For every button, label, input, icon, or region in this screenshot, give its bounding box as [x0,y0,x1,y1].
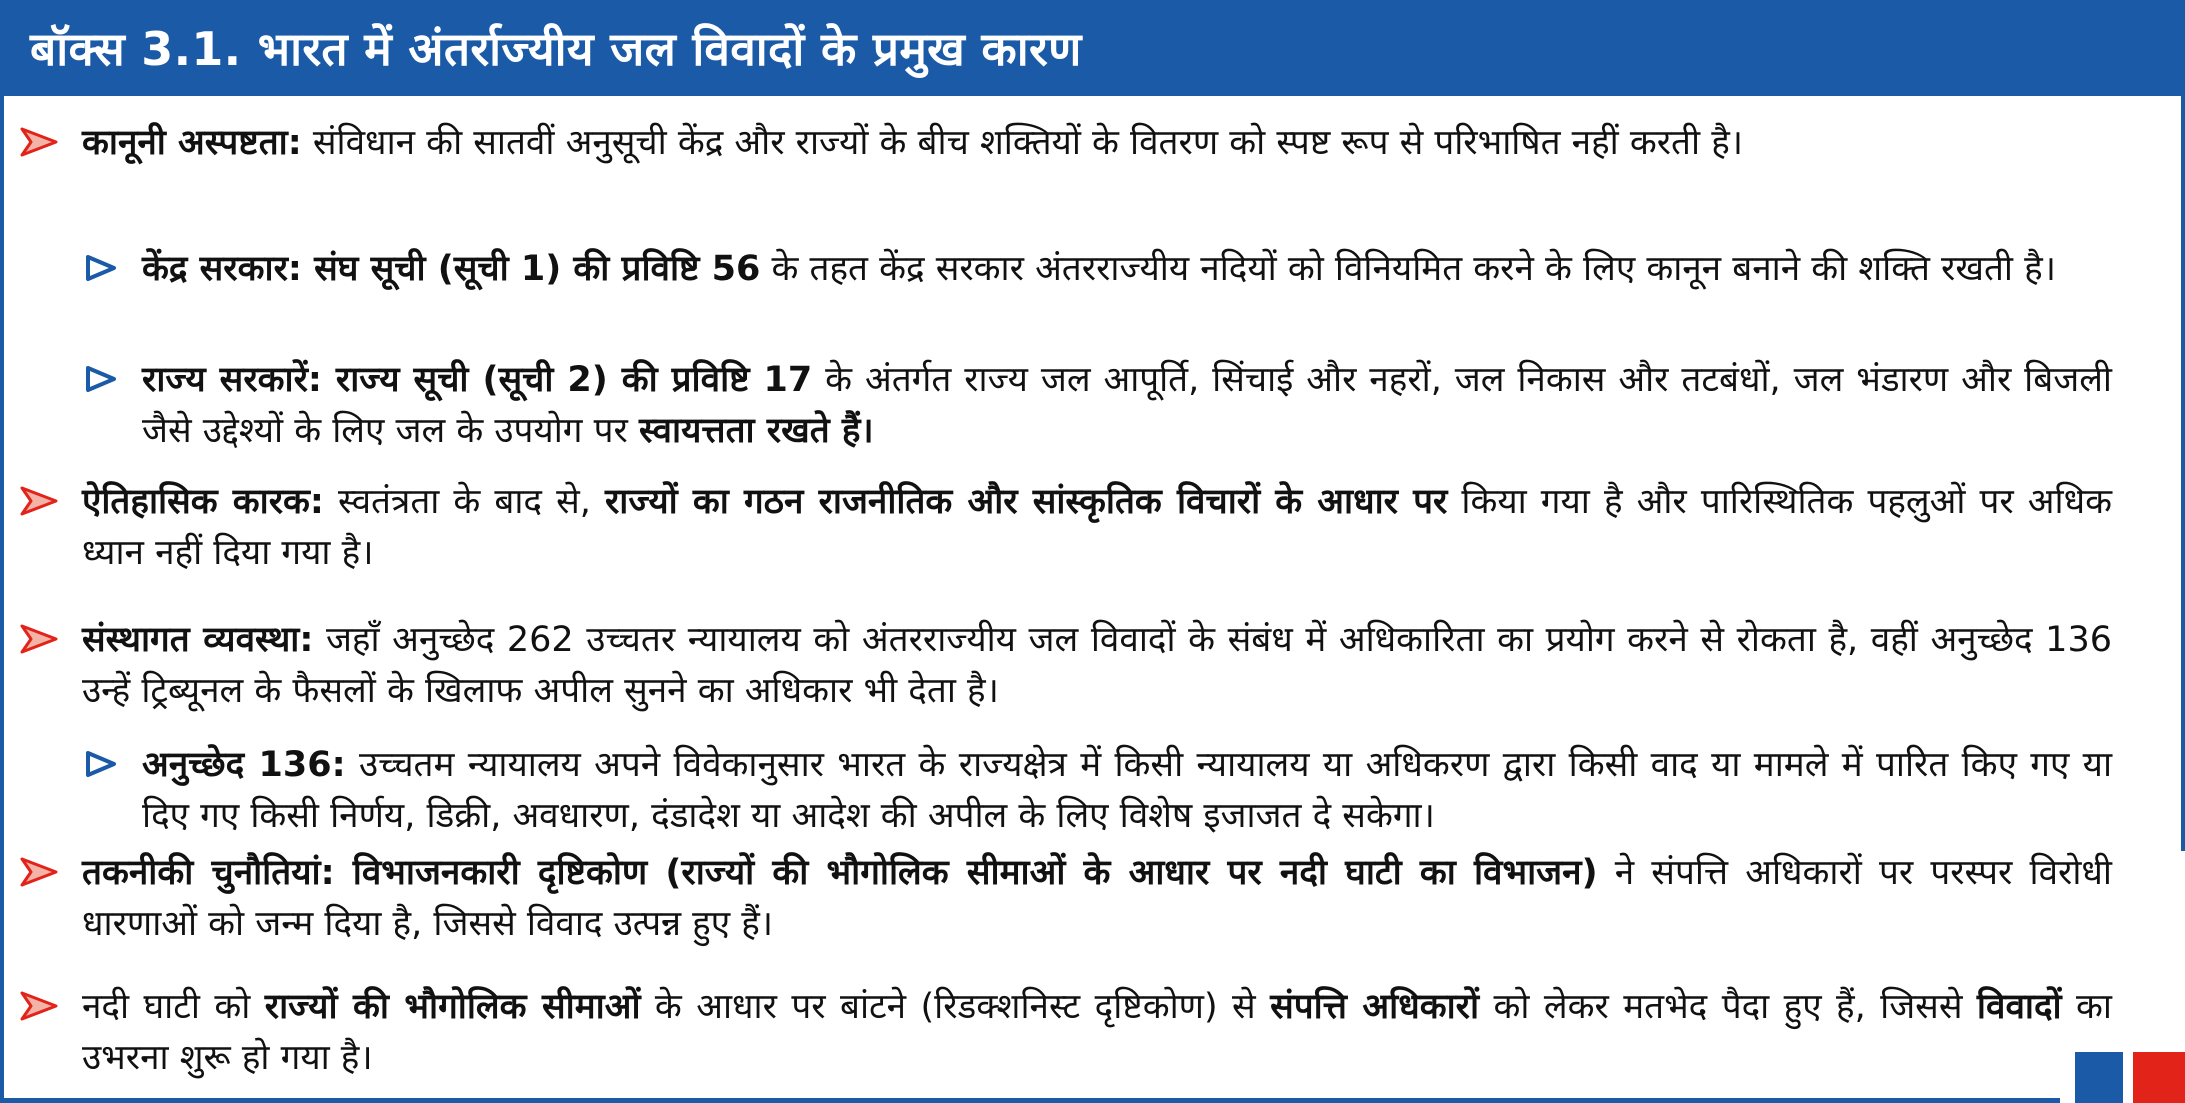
sub-item-state-governments [142,355,2112,457]
red-arrowhead-icon [20,127,58,157]
corner-red-block [2133,1052,2185,1103]
red-arrowhead-icon [20,624,58,654]
item-emphasis: स्वायत्तता रखते हैं। [638,411,874,451]
frame-right-border [2181,96,2185,851]
item-text: संविधान की सातवीं अनुसूची केंद्र और राज्यों के बीच शक्तियों के वितरण को स्पष्ट रूप से परिभाषित नहीं करती है। [301,123,1744,163]
item-heading: संस्थागत व्यवस्था: [82,620,314,660]
item-text: किया गया है और पारिस्थितिक पहलुओं पर अधिक ध्यान नहीं दिया गया है। [82,482,2112,573]
item-emphasis: संपत्ति अधिकारों [1270,987,1480,1027]
red-arrowhead-icon [20,991,58,1021]
frame-left-border [0,96,4,1099]
box-title-bar [0,0,2185,96]
item-heading: तकनीकी चुनौतियां: विभाजनकारी दृष्टिकोण (राज्यों की भौगोलिक सीमाओं के आधार पर नदी घाटी का विभाजन) [82,853,1598,893]
item-emphasis: विवादों [1976,987,2062,1027]
list-item-river-basin-division [82,982,2112,1084]
sub-item-article-136 [142,740,2112,842]
item-heading: केंद्र सरकार: संघ सूची (सूची 1) की प्रविष्टि 56 [142,249,761,289]
red-arrowhead-icon [20,857,58,887]
item-text: उच्चतम न्यायालय अपने विवेकानुसार भारत के राज्यक्षेत्र में किसी न्यायालय या अधिकरण द्वारा किसी वाद या मामले में पारित किए गए या दिए गए किसी निर्णय, डिक्री, अवधारण, दंडादेश या आदेश की अपील के लिए विशेष इजाजत दे सकेगा। [142,745,2113,836]
item-emphasis: राज्यों का गठन राजनीतिक और सांस्कृतिक विचारों के आधार पर [604,482,1448,522]
item-text: को लेकर मतभेद पैदा हुए हैं, जिससे [1479,987,1977,1027]
red-arrowhead-icon [20,486,58,516]
item-emphasis: राज्यों की भौगोलिक सीमाओं [264,987,641,1027]
item-text: स्वतंत्रता के बाद से, [323,482,605,522]
list-item-institutional-arrangement [82,615,2112,717]
item-heading: ऐतिहासिक कारक: [82,482,324,522]
blue-triangle-icon [82,364,120,394]
blue-triangle-icon [82,749,120,779]
item-text: का उभरना शुरू हो गया है। [82,987,2112,1078]
item-text: के अंतर्गत राज्य जल आपूर्ति, सिंचाई और नहरों, जल निकास और तटबंधों, जल भंडारण और बिजली जैसे उद्देश्यों के लिए जल के उपयोग पर [142,360,2112,451]
item-text: के तहत केंद्र सरकार अंतरराज्यीय नदियों को विनियमित करने के लिए कानून बनाने की शक्ति रखती है। [760,249,2056,289]
item-text: के आधार पर बांटने (रिडक्शनिस्ट दृष्टिकोण) से [640,987,1271,1027]
item-heading: कानूनी अस्पष्टता: [82,123,302,163]
item-text: ने संपत्ति अधिकारों पर परस्पर विरोधी धारणाओं को जन्म दिया है, जिससे विवाद उत्पन्न हुए हैं। [82,853,2113,944]
list-item-technical-challenges [82,848,2112,950]
blue-triangle-icon [82,253,120,283]
item-heading: अनुच्छेद 136: [142,745,346,785]
list-item-legal-ambiguity [82,118,2112,169]
box-title: बॉक्स 3.1. भारत में अंतर्राज्यीय जल विवादों के प्रमुख कारण [30,22,1082,76]
list-item-historical-factors [82,477,2112,579]
item-heading: राज्य सरकारें: राज्य सूची (सूची 2) की प्रविष्टि 17 [142,360,813,400]
frame-bottom-border [0,1098,2060,1103]
item-text: नदी घाटी को [82,987,265,1027]
sub-item-central-government [142,244,2112,295]
item-text: जहाँ अनुच्छेद 262 उच्चतर न्यायालय को अंतरराज्यीय जल विवादों के संबंध में अधिकारिता का प्रयोग करने से रोकता है, वहीं अनुच्छेद 136 उन्हें ट्रिब्यूनल के फैसलों के खिलाफ अपील सुनने का अधिकार भी देता है। [82,620,2112,711]
